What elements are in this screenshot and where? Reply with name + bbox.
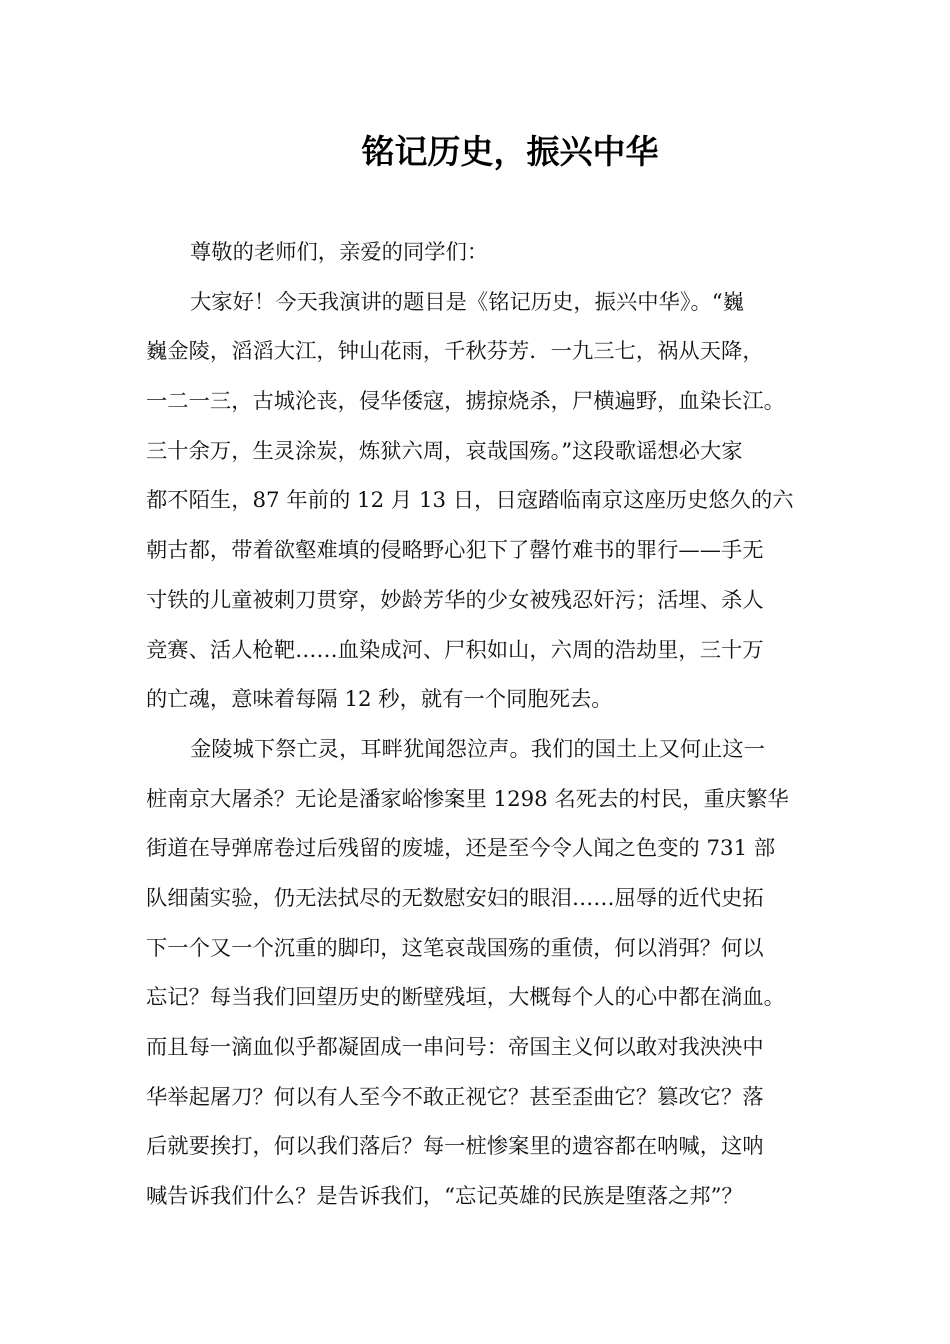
- text-line: 后就要挨打，何以我们落后？每一桩惨案里的遗容都在呐喊，这呐: [146, 1134, 764, 1160]
- text-line: 的亡魂，意味着每隔 12 秒，就有一个同胞死去。: [146, 687, 613, 713]
- text-line: 朝古都，带着欲壑难填的侵略野心犯下了罄竹难书的罪行——手无: [146, 538, 764, 564]
- text-line: 三十余万，生灵涂炭，炼狱六周，哀哉国殇。”这段歌谣想必大家: [146, 438, 743, 464]
- document-title: 铭记历史，振兴中华: [361, 132, 659, 171]
- text-line: 都不陌生，87 年前的 12 月 13 日，日寇踏临南京这座历史悠久的六: [146, 488, 794, 514]
- text-line: 桩南京大屠杀？无论是潘家峪惨案里 1298 名死去的村民，重庆繁华: [146, 786, 789, 812]
- text-line: 喊告诉我们什么？是告诉我们，“忘记英雄的民族是堕落之邦”？: [146, 1184, 743, 1210]
- text-line: 大家好！今天我演讲的题目是《铭记历史，振兴中华》。“巍: [190, 289, 744, 315]
- text-line: 街道在导弹席卷过后残留的废墟，还是至今令人闻之色变的 731 部: [146, 836, 776, 862]
- text-line: 金陵城下祭亡灵，耳畔犹闻怨泣声。我们的国土上又何止这一: [190, 736, 766, 762]
- text-line: 尊敬的老师们，亲爱的同学们：: [190, 240, 489, 265]
- text-line: 下一个又一个沉重的脚印，这笔哀哉国殇的重债，何以消弭？何以: [146, 935, 764, 961]
- text-line: 队细菌实验，仍无法拭尽的无数慰安妇的眼泪……屈辱的近代史拓: [146, 885, 764, 911]
- text-line: 而且每一滴血似乎都凝固成一串问号：帝国主义何以敢对我泱泱中: [146, 1035, 764, 1060]
- text-line: 华举起屠刀？何以有人至今不敢正视它？甚至歪曲它？篡改它？落: [146, 1084, 764, 1110]
- text-line: 巍金陵，滔滔大江，钟山花雨，千秋芬芳．一九三七，祸从天降，: [146, 339, 764, 365]
- text-line: 一二一三，古城沦丧，侵华倭寇，掳掠烧杀，尸横遍野，血染长江。: [146, 389, 785, 415]
- text-line: 忘记？每当我们回望历史的断壁残垣，大概每个人的心中都在淌血。: [146, 985, 785, 1011]
- text-line: 竞赛、活人枪靶……血染成河、尸积如山，六周的浩劫里，三十万: [146, 637, 764, 663]
- text-line: 寸铁的儿童被刺刀贯穿，妙龄芳华的少女被残忍奸污；活埋、杀人: [146, 587, 764, 613]
- document-body: [146, 228, 824, 1222]
